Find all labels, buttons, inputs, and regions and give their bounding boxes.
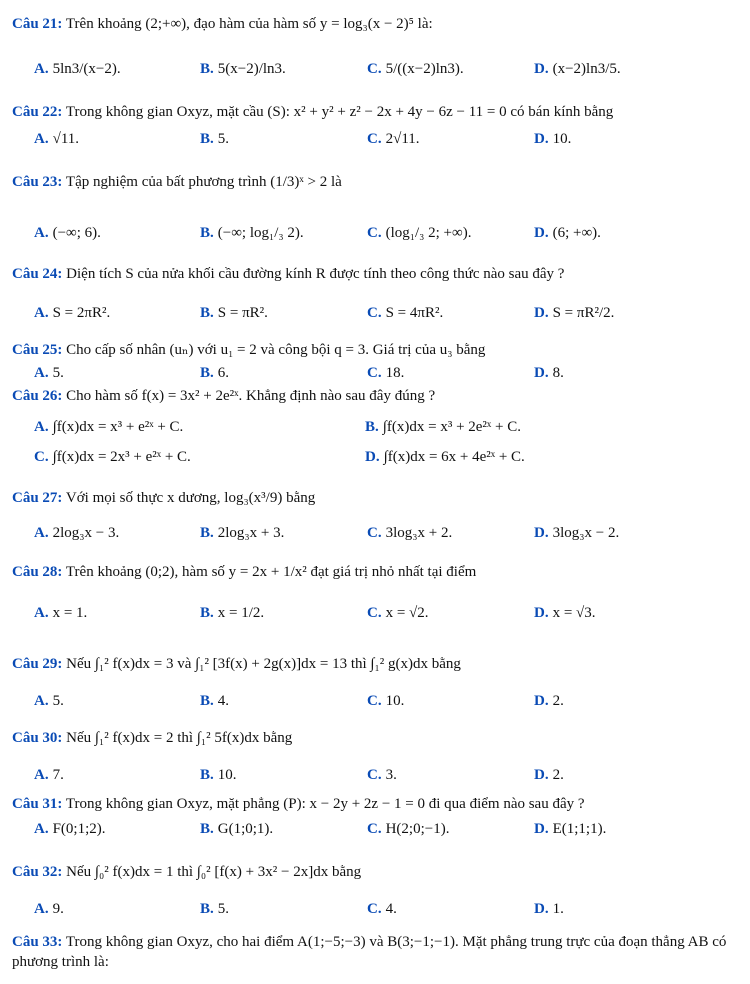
options-21: [0, 58, 750, 80]
question-stem: Cho cấp số nhân (uₙ) với u₁ = 2 và công bội q = 3. Giá trị của u₃ bằng: [66, 342, 486, 358]
option-a[interactable]: A. 2log₃x − 3.: [34, 525, 120, 541]
option-c[interactable]: C. x = √2.: [367, 605, 429, 621]
options-23: [0, 222, 750, 244]
question-33: [12, 932, 740, 972]
option-b[interactable]: B. 6.: [200, 365, 230, 381]
option-c[interactable]: C. 10.: [367, 693, 405, 709]
question-stem: Nếu ∫₁² f(x)dx = 3 và ∫₁² [3f(x) + 2g(x)]dx = 13 thì ∫₁² g(x)dx bằng: [66, 656, 461, 672]
question-number: Câu 24:: [12, 266, 63, 282]
option-b[interactable]: B. 10.: [200, 767, 237, 783]
option-a[interactable]: A. ∫f(x)dx = x³ + e²ˣ + C.: [34, 419, 184, 435]
question-stem: Trên khoảng (0;2), hàm số y = 2x + 1/x² đạt giá trị nhỏ nhất tại điểm: [65, 564, 477, 580]
option-a[interactable]: A. x = 1.: [34, 605, 88, 621]
option-a[interactable]: A. 5.: [34, 693, 64, 709]
option-d[interactable]: D. 2.: [534, 693, 564, 709]
question-number: Câu 32:: [12, 864, 63, 880]
options-29: [0, 690, 750, 712]
option-a[interactable]: A. 5.: [34, 365, 64, 381]
question-stem: Nếu ∫₁² f(x)dx = 2 thì ∫₁² 5f(x)dx bằng: [66, 730, 293, 746]
option-b[interactable]: B. 4.: [200, 693, 230, 709]
options-26-cd: [0, 446, 750, 468]
option-b[interactable]: B. 2log₃x + 3.: [200, 525, 285, 541]
option-a[interactable]: A. 5ln3/(x−2).: [34, 61, 121, 77]
question-stem: Trong không gian Oxyz, mặt cầu (S): x² + y² + z² − 2x + 4y − 6z − 11 = 0 có bán kính bằng: [65, 104, 614, 120]
question-22: [12, 102, 740, 122]
question-27: [12, 488, 740, 508]
option-c[interactable]: C. 3.: [367, 767, 397, 783]
question-number: Câu 30:: [12, 730, 63, 746]
option-a[interactable]: A. 9.: [34, 901, 64, 917]
option-a[interactable]: A. 7.: [34, 767, 64, 783]
question-32: [12, 862, 740, 882]
question-stem: Trong không gian Oxyz, mặt phẳng (P): x − 2y + 2z − 1 = 0 đi qua điểm nào sau đây ?: [65, 796, 585, 812]
option-c[interactable]: C. ∫f(x)dx = 2x³ + e²ˣ + C.: [34, 449, 191, 465]
question-number: Câu 31:: [12, 796, 63, 812]
question-24: [12, 264, 740, 284]
question-stem: Nếu ∫₀² f(x)dx = 1 thì ∫₀² [f(x) + 3x² − 2x]dx bằng: [66, 864, 362, 880]
question-number: Câu 22:: [12, 104, 63, 120]
question-stem: Diện tích S của nửa khối cầu đường kính R được tính theo công thức nào sau đây ?: [66, 266, 565, 282]
option-c[interactable]: C. (log₁/₃ 2; +∞).: [367, 225, 472, 241]
options-27: [0, 522, 750, 544]
option-d[interactable]: D. 2.: [534, 767, 564, 783]
option-a[interactable]: A. F(0;1;2).: [34, 821, 106, 837]
question-25: [12, 340, 740, 360]
option-d[interactable]: D. 8.: [534, 365, 564, 381]
options-28: [0, 602, 750, 624]
option-d[interactable]: D. 1.: [534, 901, 564, 917]
question-28: [12, 562, 740, 582]
question-29: [12, 654, 740, 674]
question-number: Câu 26:: [12, 388, 63, 404]
option-c[interactable]: C. 2√11.: [367, 131, 420, 147]
question-number: Câu 23:: [12, 174, 63, 190]
options-32: [0, 898, 750, 920]
question-stem: Cho hàm số f(x) = 3x² + 2e²ˣ. Khẳng định nào sau đây đúng ?: [66, 388, 436, 404]
question-23: [12, 172, 740, 192]
options-22: [0, 128, 750, 150]
options-26-ab: [0, 416, 750, 438]
option-c[interactable]: C. 3log₃x + 2.: [367, 525, 453, 541]
question-number: Câu 27:: [12, 490, 63, 506]
option-b[interactable]: B. ∫f(x)dx = x³ + 2e²ˣ + C.: [365, 419, 521, 435]
question-21: [12, 14, 740, 34]
option-b[interactable]: B. (−∞; log₁/₃ 2).: [200, 225, 304, 241]
option-d[interactable]: D. ∫f(x)dx = 6x + 4e²ˣ + C.: [365, 449, 525, 465]
question-stem: Trong không gian Oxyz, cho hai điểm A(1;−5;−3) và B(3;−1;−1). Mặt phẳng trung trực của đoạn thẳng AB có phương trình là:: [12, 934, 727, 970]
option-b[interactable]: B. 5.: [200, 901, 230, 917]
options-24: [0, 302, 750, 324]
question-number: Câu 21:: [12, 16, 63, 32]
option-d[interactable]: D. x = √3.: [534, 605, 596, 621]
option-d[interactable]: D. S = πR²/2.: [534, 305, 615, 321]
option-d[interactable]: D. (6; +∞).: [534, 225, 601, 241]
option-b[interactable]: B. G(1;0;1).: [200, 821, 274, 837]
question-31: [12, 794, 740, 814]
option-b[interactable]: B. x = 1/2.: [200, 605, 265, 621]
options-30: [0, 764, 750, 786]
option-a[interactable]: A. S = 2πR².: [34, 305, 111, 321]
question-number: Câu 29:: [12, 656, 63, 672]
option-d[interactable]: D. 10.: [534, 131, 572, 147]
option-b[interactable]: B. 5(x−2)/ln3.: [200, 61, 286, 77]
option-d[interactable]: D. 3log₃x − 2.: [534, 525, 620, 541]
question-number: Câu 33:: [12, 934, 63, 950]
question-stem: Tập nghiệm của bất phương trình (1/3)ˣ > 2 là: [65, 174, 342, 190]
option-c[interactable]: C. 5/((x−2)ln3).: [367, 61, 464, 77]
option-d[interactable]: D. E(1;1;1).: [534, 821, 607, 837]
option-a[interactable]: A. (−∞; 6).: [34, 225, 101, 241]
option-c[interactable]: C. 4.: [367, 901, 397, 917]
options-25: [0, 362, 750, 384]
question-number: Câu 25:: [12, 342, 63, 358]
options-31: [0, 818, 750, 840]
option-d[interactable]: D. (x−2)ln3/5.: [534, 61, 621, 77]
question-30: [12, 728, 740, 748]
question-stem: Với mọi số thực x dương, log₃(x³/9) bằng: [65, 490, 316, 506]
question-26: [12, 386, 740, 406]
option-b[interactable]: B. S = πR².: [200, 305, 268, 321]
question-number: Câu 28:: [12, 564, 63, 580]
question-stem: Trên khoảng (2;+∞), đạo hàm của hàm số y = log₃(x − 2)⁵ là:: [65, 16, 433, 32]
option-a[interactable]: A. √11.: [34, 131, 80, 147]
option-c[interactable]: C. H(2;0;−1).: [367, 821, 450, 837]
option-c[interactable]: C. S = 4πR².: [367, 305, 444, 321]
option-c[interactable]: C. 18.: [367, 365, 405, 381]
option-b[interactable]: B. 5.: [200, 131, 230, 147]
